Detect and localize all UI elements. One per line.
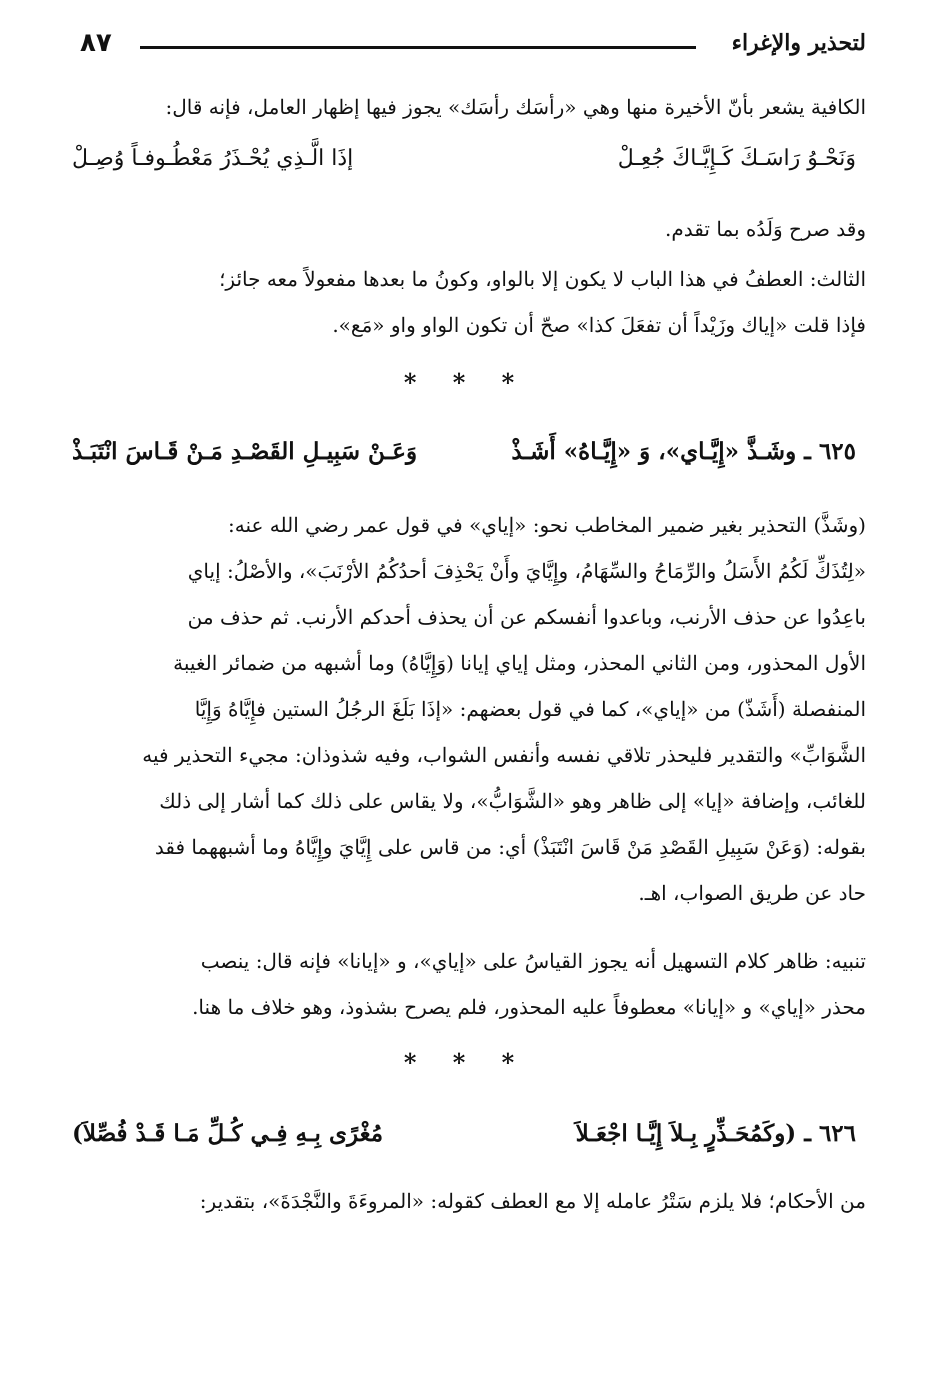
page-number: ٨٧ [80,28,112,58]
text-line: الشَّوَابِّ» والتقدير فليحذر تلاقي نفسه وأنفس الشواب، وفيه شذوذان: مجيء التحذير فيه [142,743,866,767]
verse-first-hemistich: وَنَحْـوُ رَاسَـكَ كَـإِيَّـاكَ جُعِـلْ [617,146,856,171]
text-line: محذر «إياي» و «إيانا» معطوفاً عليه المحذور، فلم يصرح بشذوذ، وهو خلاف ما هنا. [192,995,866,1019]
text-line: الأول المحذور، ومن الثاني المحذر، ومثل إياي إيانا (وَإِيَّاهُ) وما أشبهه من ضمائر الغيبة [173,651,866,675]
verse-line [72,138,856,188]
verse-second-hemistich: مُغْرًى بِـهِ فِـي كُـلِّ مَـا قَـدْ فُصِّلاَ) [72,1120,384,1147]
page-header [80,28,866,64]
verse-first-hemistich: ٦٢٥ ـ وشَـذَّ «إِيَّـاي»، وَ «إِيَّـاهُ» أَشَـذْ [511,438,856,465]
text-line: فإذا قلت «إياك وزَيْداً أن تفعَلَ كذا» صحّ أن تكون الواو واو «مَع». [332,313,866,337]
after-verse-paragraph [66,206,866,252]
closing-paragraph [66,1178,866,1224]
verse-second-hemistich: وَعَـنْ سَبِيـلِ القَصْـدِ مَـنْ قَـاسَ انْتَبَـذْ [72,438,418,465]
text-line: المنفصلة (أَشَذّ) من «إياي»، كما في قول بعضهم: «إذَا بَلَغَ الرجُلُ الستين فإِيَّاهُ وَإِيَّا [194,697,866,721]
verse-626 [72,1112,856,1162]
commentary-625 [66,502,866,916]
verse-625 [72,430,856,480]
section-separator: * * * [403,1048,529,1077]
text-line: باعِدُوا عن حذف الأرنب، وباعدوا أنفسكم عن أن يحذف أحدكم الأرنب. ثم حذف من [187,605,866,629]
text-line: تنبيه: ظاهر كلام التسهيل أنه يجوز القياسُ على «إياي»، و «إيانا» فإنه قال: ينصب [200,949,866,973]
third-point-paragraph [66,256,866,348]
text-line: «لِتُذَكِّ لَكُمُ الأَسَلُ والرِّمَاحُ والسِّهَامُ، وإِيَّايَ وأَنْ يَحْذِفَ أحدُكُمُ الأرْنَبَ»، والأصْلُ: إياي [187,559,866,583]
text-line: (وشَذَّ) التحذير بغير ضمير المخاطب نحو: «إياي» في قول عمر رضي الله عنه: [228,513,866,537]
header-rule [140,46,696,49]
text-line: الكافية يشعر بأنّ الأخيرة منها وهي «رأسَك رأسَك» يجوز فيها إظهار العامل، فإنه قال: [165,95,866,119]
text-line: للغائب، وإضافة «إيا» إلى ظاهر وهو «الشَّوَابُّ»، ولا يقاس على ذلك كما أشار إلى ذلك [159,789,866,813]
intro-paragraph [66,84,866,130]
section-separator: * * * [403,368,529,397]
verse-second-hemistich: إذَا الَّـذِي يُحْـذَرُ مَعْطُـوفـاً وُصِـلْ [72,146,354,171]
text-line: الثالث: العطفُ في هذا الباب لا يكون إلا بالواو، وكونُ ما بعدها مفعولاً معه جائز؛ [219,267,866,291]
text-line: وقد صرح وَلَدُه بما تقدم. [665,217,866,241]
text-line: من الأحكام؛ فلا يلزم سَتْرُ عامله إلا مع العطف كقوله: «المروءَةَ والنَّجْدَةَ»، بتقدير: [199,1189,866,1213]
text-line: بقوله: (وَعَنْ سَبِيلِ القَصْدِ مَنْ قَاسَ انْتَبَذْ) أي: من قاس على إِيَّايَ وإِيَّاهُ وما أشبههما فقد [154,835,866,859]
verse-first-hemistich: ٦٢٦ ـ (وكَمُحَـذِّرٍ بِـلاَ إِيَّـا اجْعَـلاَ [575,1120,856,1147]
text-line: حاد عن طريق الصواب، اهـ. [638,881,866,905]
note-paragraph [66,938,866,1030]
running-title: لتحذير والإغراء [731,30,866,56]
